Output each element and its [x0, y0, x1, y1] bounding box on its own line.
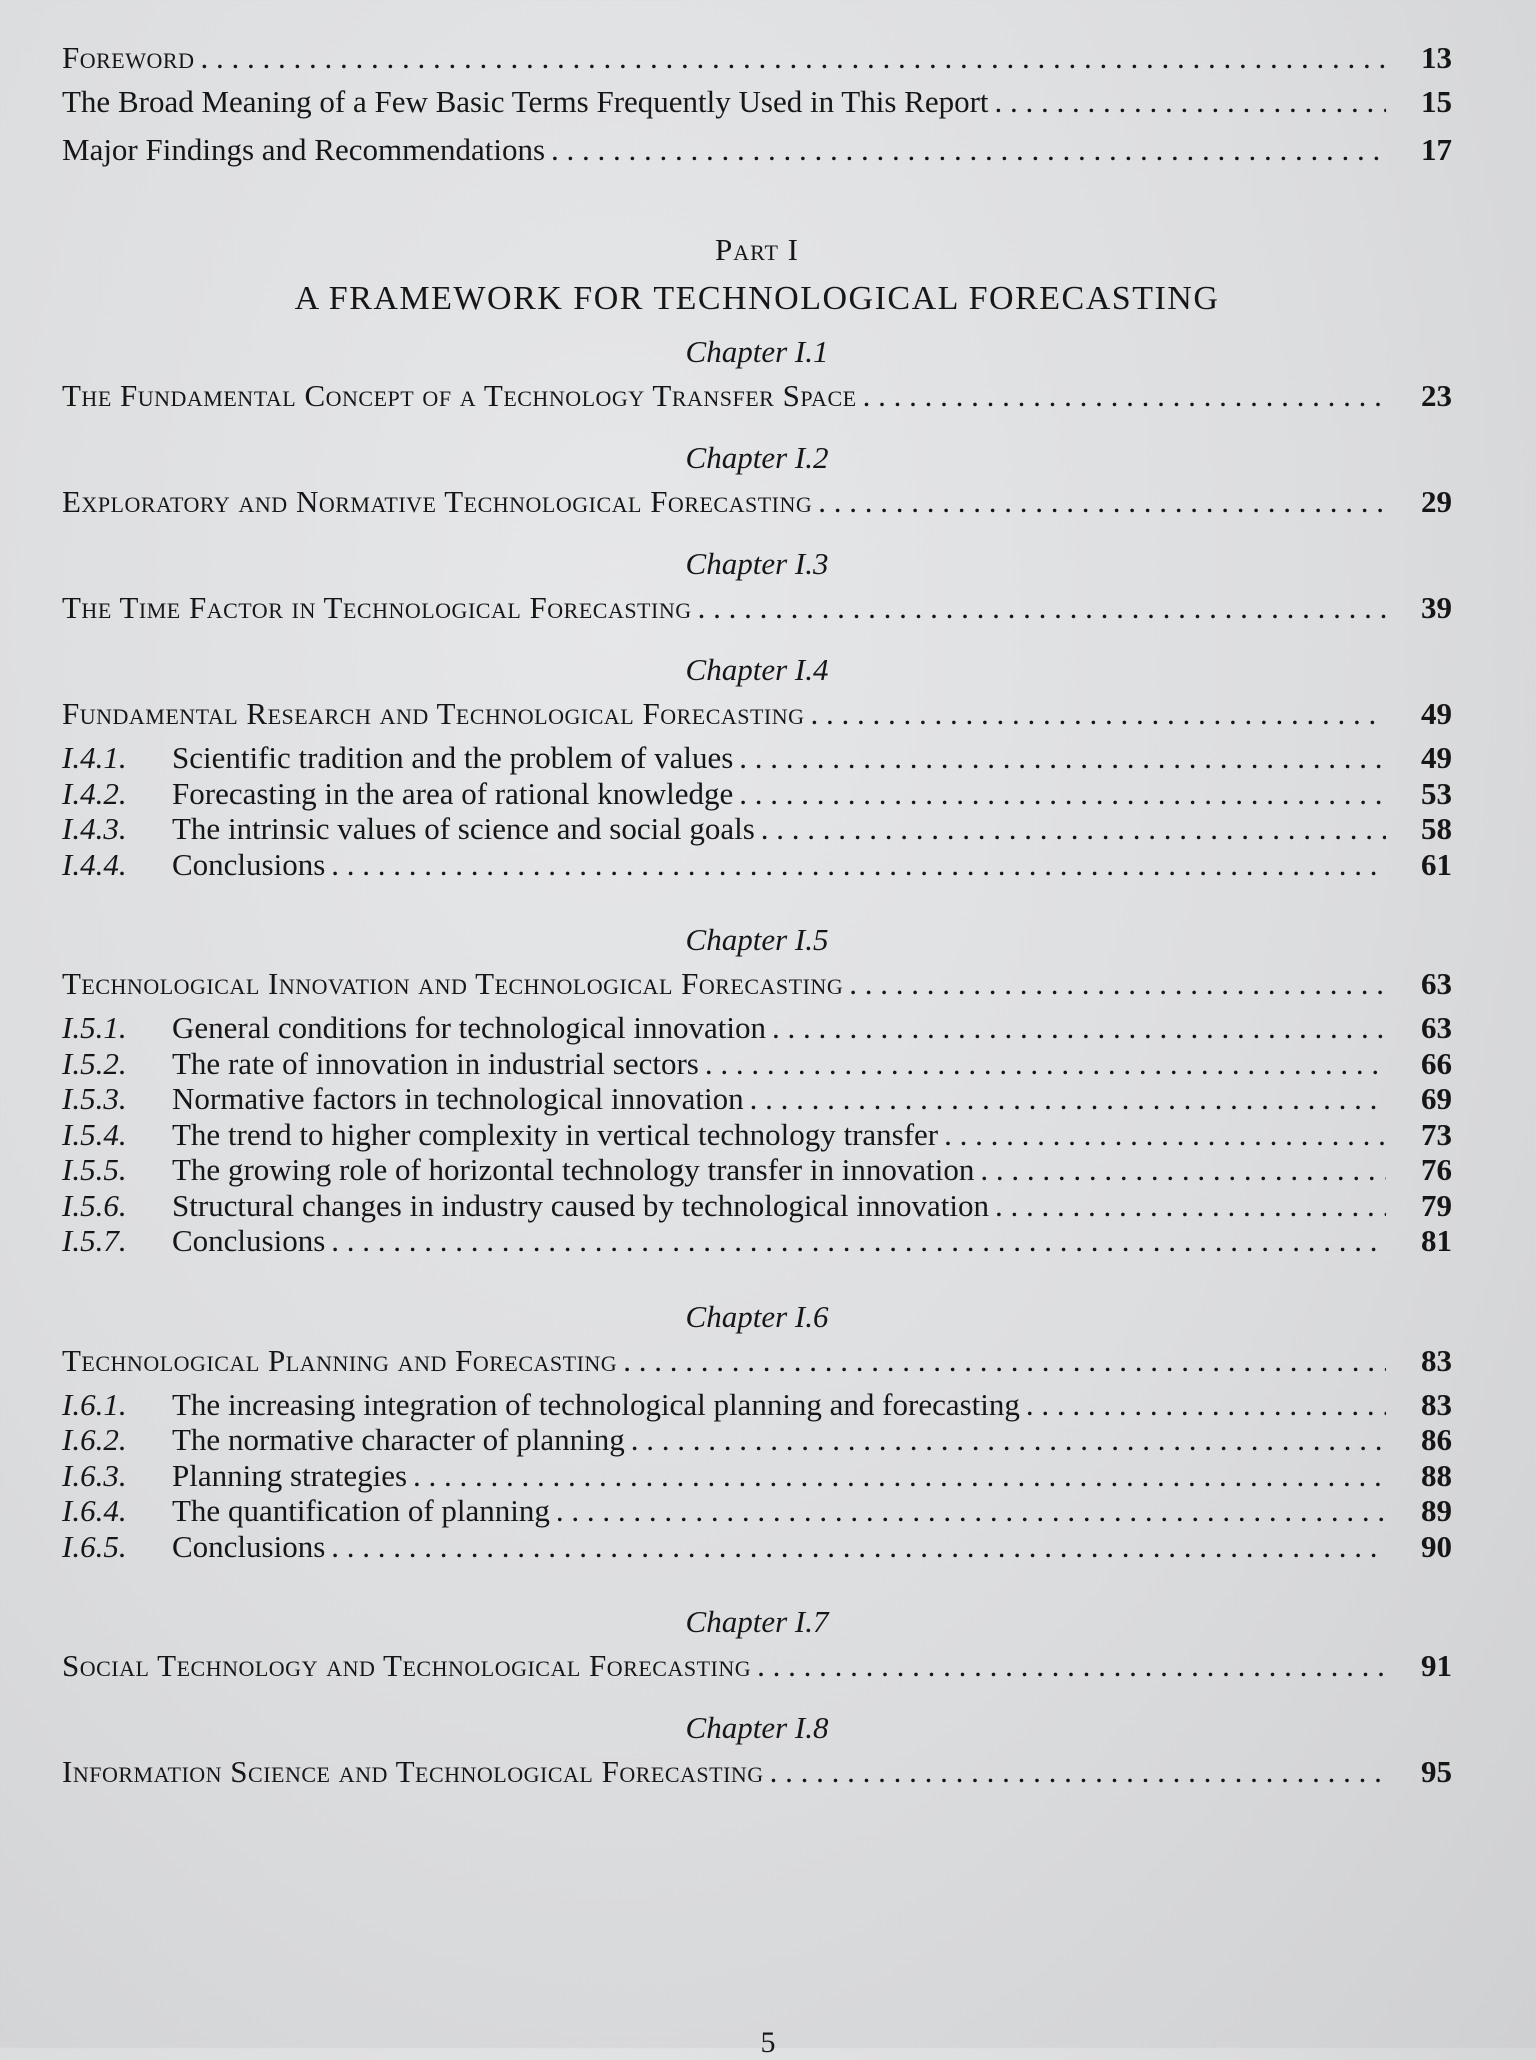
toc-entry-section[interactable] — [62, 776, 1452, 812]
toc-entry-chapter[interactable] — [62, 484, 1452, 520]
toc-entry-section[interactable] — [62, 811, 1452, 847]
entry-page: 66 — [1421, 1045, 1452, 1081]
dot-leader — [772, 1010, 1386, 1046]
entry-page: 15 — [1421, 84, 1452, 119]
chapter-heading: Chapter I.3 — [685, 546, 829, 581]
entry-title: Social Technology and Technological Forecasting — [62, 1648, 752, 1683]
part-label: Part I — [715, 232, 799, 267]
chapter-heading: Chapter I.5 — [685, 922, 829, 957]
entry-page: 53 — [1421, 775, 1452, 811]
entry-page: 58 — [1421, 811, 1452, 846]
entry-title: Information Science and Technological Forecasting — [62, 1754, 764, 1789]
section-number: I.6.5. — [62, 1528, 127, 1564]
entry-page: 90 — [1421, 1528, 1452, 1564]
entry-title: The intrinsic values of science and social goals — [172, 811, 755, 846]
chapter-block — [62, 334, 1452, 414]
front-matter — [62, 40, 1452, 168]
toc-entry-chapter[interactable] — [62, 1648, 1452, 1684]
section-number: I.5.2. — [62, 1045, 127, 1081]
entry-page: 76 — [1421, 1152, 1452, 1187]
section-list — [62, 1010, 1452, 1259]
chapter-heading: Chapter I.6 — [685, 1298, 829, 1334]
toc-entry-chapter[interactable] — [62, 1343, 1452, 1379]
toc-entry-findings[interactable] — [62, 132, 1452, 168]
toc-entry-section[interactable] — [62, 1223, 1452, 1259]
page-folio: 5 — [760, 2026, 776, 2059]
toc-entry-section[interactable] — [62, 1046, 1452, 1082]
part-title: A FRAMEWORK FOR TECHNOLOGICAL FORECASTING — [294, 280, 1220, 317]
toc-entry-section[interactable] — [62, 1117, 1452, 1153]
dot-leader — [331, 847, 1386, 883]
dot-leader — [761, 811, 1386, 847]
dot-leader — [739, 740, 1386, 776]
entry-title: Technological Planning and Forecasting — [62, 1342, 618, 1378]
toc-entry-section[interactable] — [62, 1152, 1452, 1188]
dot-leader — [757, 1648, 1386, 1684]
entry-title: Major Findings and Recommendations — [62, 132, 546, 167]
toc-entry-section[interactable] — [62, 1493, 1452, 1529]
entry-page: 17 — [1421, 132, 1452, 167]
toc-entry-section[interactable] — [62, 1458, 1452, 1494]
entry-page: 39 — [1421, 590, 1452, 625]
dot-leader — [200, 40, 1386, 76]
toc-entry-chapter[interactable] — [62, 378, 1452, 414]
dot-leader — [413, 1458, 1386, 1494]
entry-page: 89 — [1421, 1493, 1452, 1528]
dot-leader — [556, 1493, 1386, 1529]
entry-title: The Fundamental Concept of a Technology Transfer Space — [62, 378, 857, 413]
entry-title: The growing role of horizontal technology transfer in innovation — [172, 1152, 975, 1187]
dot-leader — [849, 966, 1386, 1002]
entry-page: 86 — [1421, 1422, 1452, 1457]
dot-leader — [698, 590, 1386, 626]
dot-leader — [551, 132, 1386, 168]
chapter-block — [62, 1299, 1452, 1565]
entry-title: Exploratory and Normative Technological Forecasting — [62, 484, 813, 519]
entry-page: 49 — [1421, 740, 1452, 775]
entry-page: 61 — [1421, 846, 1452, 882]
entry-page: 63 — [1421, 1010, 1452, 1045]
entry-page: 23 — [1421, 378, 1452, 413]
entry-title: Structural changes in industry caused by technological innovation — [172, 1187, 989, 1223]
entry-title: Planning strategies — [172, 1457, 408, 1493]
entry-title: The trend to higher complexity in vertical technology transfer — [172, 1116, 939, 1152]
dot-leader — [770, 1754, 1386, 1790]
entry-page: 83 — [1421, 1386, 1452, 1422]
entry-title: Conclusions — [172, 846, 326, 882]
dot-leader — [811, 696, 1386, 732]
toc-entry-section[interactable] — [62, 1422, 1452, 1458]
chapter-heading: Chapter I.1 — [685, 334, 829, 369]
entry-title: General conditions for technological innovation — [172, 1010, 766, 1045]
section-number: I.4.1. — [62, 740, 127, 775]
section-number: I.5.1. — [62, 1010, 127, 1045]
dot-leader — [980, 1152, 1386, 1188]
entry-page: 13 — [1421, 40, 1452, 75]
chapter-heading: Chapter I.2 — [685, 440, 829, 475]
entry-title: Conclusions — [172, 1528, 326, 1564]
toc-entry-section[interactable] — [62, 1529, 1452, 1565]
section-list — [62, 740, 1452, 882]
entry-page: 49 — [1421, 696, 1452, 731]
toc-entry-section[interactable] — [62, 1081, 1452, 1117]
section-number: I.5.5. — [62, 1152, 127, 1187]
toc-entry-section[interactable] — [62, 740, 1452, 776]
section-number: I.6.1. — [62, 1386, 127, 1422]
entry-title: The increasing integration of technological planning and forecasting — [172, 1386, 1020, 1422]
entry-title: Foreword — [62, 40, 195, 75]
dot-leader — [818, 484, 1386, 520]
section-number: I.5.4. — [62, 1116, 127, 1152]
toc-entry-basic-terms[interactable] — [62, 84, 1452, 120]
chapter-block — [62, 440, 1452, 520]
section-number: I.5.6. — [62, 1187, 127, 1223]
dot-leader — [750, 1081, 1386, 1117]
entry-title: The rate of innovation in industrial sectors — [172, 1045, 699, 1081]
table-of-contents — [62, 40, 1452, 1790]
dot-leader — [623, 1343, 1386, 1379]
entry-title: Conclusions — [172, 1223, 326, 1258]
toc-entry-section[interactable] — [62, 1010, 1452, 1046]
entry-title: Technological Innovation and Technological Forecasting — [62, 966, 844, 1001]
section-number: I.5.7. — [62, 1223, 127, 1258]
dot-leader — [331, 1529, 1386, 1565]
dot-leader — [944, 1117, 1386, 1153]
toc-entry-section[interactable] — [62, 1387, 1452, 1423]
entry-title: Normative factors in technological innovation — [172, 1081, 744, 1116]
entry-title: The normative character of planning — [172, 1422, 625, 1457]
chapter-block — [62, 1604, 1452, 1684]
section-number: I.4.2. — [62, 775, 127, 811]
chapter-block — [62, 922, 1452, 1259]
toc-entry-chapter[interactable] — [62, 1754, 1452, 1790]
section-number: I.4.4. — [62, 846, 127, 882]
chapter-heading: Chapter I.4 — [685, 652, 829, 687]
entry-page: 73 — [1421, 1116, 1452, 1152]
entry-page: 83 — [1421, 1342, 1452, 1378]
dot-leader — [995, 84, 1386, 120]
dot-leader — [331, 1223, 1386, 1259]
toc-entry-chapter[interactable] — [62, 966, 1452, 1002]
dot-leader — [863, 378, 1386, 414]
entry-title: Fundamental Research and Technological Forecasting — [62, 696, 805, 731]
chapter-heading: Chapter I.8 — [685, 1710, 829, 1745]
toc-entry-section[interactable] — [62, 847, 1452, 883]
chapter-block — [62, 546, 1452, 626]
chapter-block — [62, 652, 1452, 882]
entry-page: 95 — [1421, 1754, 1452, 1789]
section-number: I.6.2. — [62, 1422, 127, 1457]
toc-entry-foreword[interactable] — [62, 40, 1452, 76]
entry-title: Scientific tradition and the problem of values — [172, 740, 734, 775]
chapter-heading: Chapter I.7 — [685, 1604, 829, 1639]
entry-page: 69 — [1421, 1081, 1452, 1116]
toc-entry-chapter[interactable] — [62, 590, 1452, 626]
toc-entry-section[interactable] — [62, 1188, 1452, 1224]
entry-title: The quantification of planning — [172, 1493, 550, 1528]
section-number: I.6.4. — [62, 1493, 127, 1528]
entry-title: The Time Factor in Technological Forecasting — [62, 590, 692, 625]
dot-leader — [995, 1188, 1386, 1224]
entry-page: 91 — [1421, 1648, 1452, 1683]
section-number: I.5.3. — [62, 1081, 127, 1116]
section-number: I.4.3. — [62, 811, 127, 846]
chapter-block — [62, 1710, 1452, 1790]
dot-leader — [1026, 1387, 1386, 1423]
dot-leader — [705, 1046, 1386, 1082]
entry-title: The Broad Meaning of a Few Basic Terms Frequently Used in This Report — [62, 84, 989, 119]
entry-page: 29 — [1421, 484, 1452, 519]
section-number: I.6.3. — [62, 1457, 127, 1493]
toc-entry-chapter[interactable] — [62, 696, 1452, 732]
section-list — [62, 1387, 1452, 1565]
entry-page: 88 — [1421, 1457, 1452, 1493]
dot-leader — [631, 1422, 1386, 1458]
entry-page: 63 — [1421, 966, 1452, 1001]
entry-page: 81 — [1421, 1223, 1452, 1258]
entry-page: 79 — [1421, 1187, 1452, 1223]
dot-leader — [739, 776, 1386, 812]
entry-title: Forecasting in the area of rational knowledge — [172, 775, 734, 811]
